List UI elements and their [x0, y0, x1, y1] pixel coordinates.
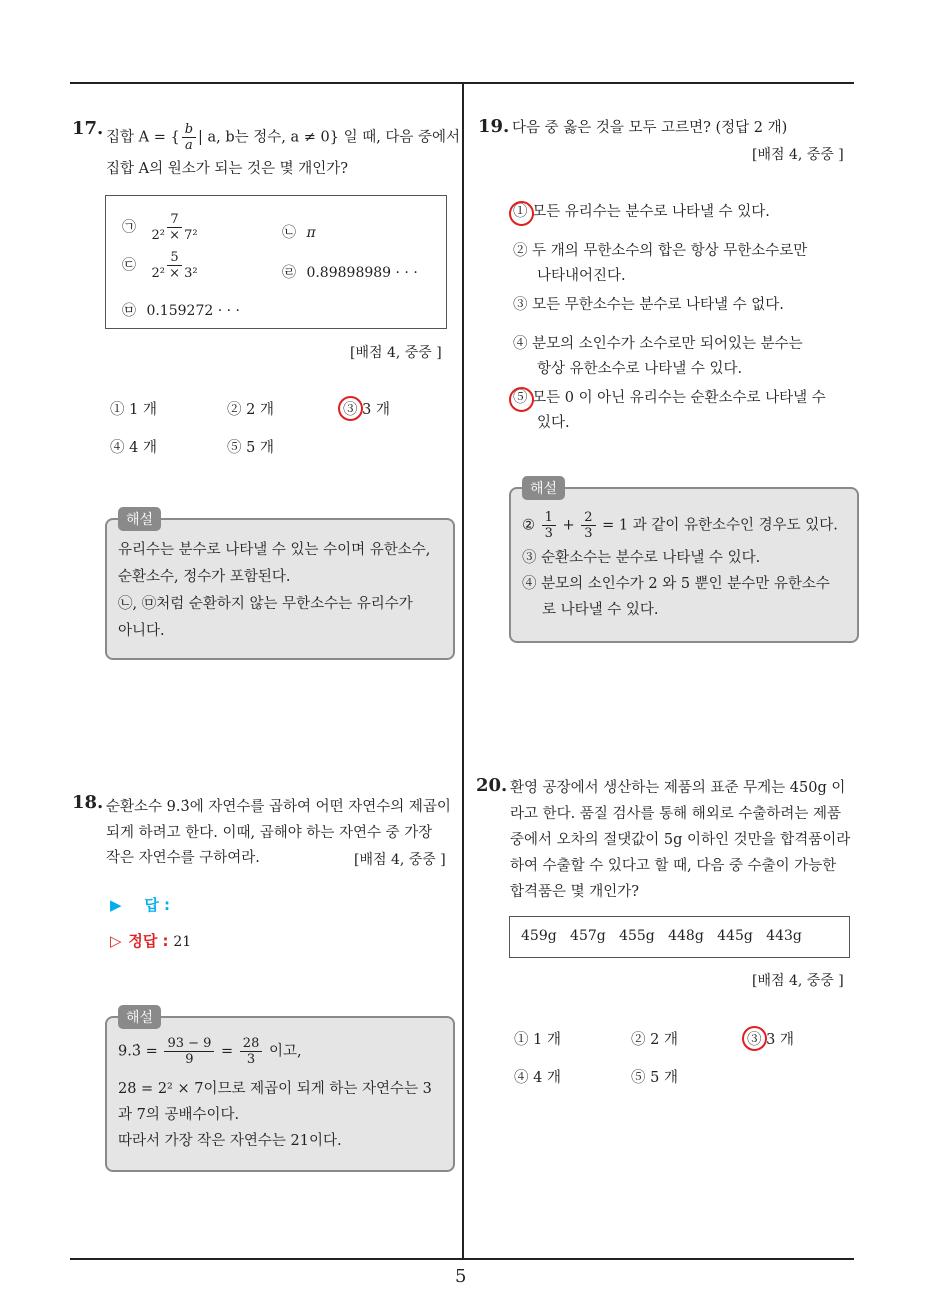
q17-explanation-line4: 아니다.	[118, 623, 165, 639]
q19-choice-4-cont: 항상 유한소수로 나타낼 수 있다.	[537, 361, 743, 377]
q18-explanation-tag: 해설	[118, 1005, 161, 1029]
q20-option-3[interactable]: ③ 3 개	[747, 1032, 794, 1048]
q19-explanation-tag: 해설	[522, 476, 565, 500]
q17-option-4[interactable]: ④ 4 개	[110, 440, 157, 456]
q19-explanation-line1: ② $\frac{1}{3}$ + $\frac{2}{3}$ = 1 과 같이 유한소수인 경우도 있다.	[522, 510, 838, 541]
q20-stem-line4: 하여 수출할 수 있다고 할 때, 다음 중 수출이 가능한	[510, 858, 837, 874]
q19-answer-circle-1	[509, 201, 534, 226]
q17-stem-part2: | a, b는 정수, a ≠ 0} 일 때, 다음 중에서	[198, 129, 461, 146]
q17-item-c: ㉢ $\frac{5}{\text{2² × 3²}}$	[122, 250, 203, 281]
q20-stem-line3: 중에서 오차의 절댓값이 5g 이하인 것만을 합격품이라	[510, 832, 851, 848]
q17-answer-circle	[338, 396, 363, 421]
q19-expl-fraction2: $\frac{2}{3}$	[581, 510, 595, 541]
page-number: 5	[455, 1266, 467, 1287]
q17-option-2[interactable]: ② 2 개	[227, 402, 274, 418]
q19-choice-5[interactable]: ⑤ 모든 0 이 아닌 유리수는 순환소수로 나타낼 수	[513, 390, 826, 406]
q17-item-a: ㉠ $\frac{7}{\text{2² × 7²}}$	[122, 212, 203, 243]
outline-play-icon: ▷	[110, 932, 122, 950]
q19-choice-1[interactable]: ① 모든 유리수는 분수로 나타낼 수 있다.	[513, 204, 770, 220]
q20-score: [배점 4, 중중 ]	[752, 973, 844, 989]
q19-explanation-line2: ③ 순환소수는 분수로 나타낼 수 있다.	[522, 550, 761, 566]
q18-correct-row	[110, 930, 191, 951]
q18-explanation-line3: 과 7의 공배수이다.	[118, 1107, 240, 1123]
q18-expl-fraction1: $\frac{93 - 9}{9}$	[164, 1036, 214, 1067]
q17-item-e: ㉤ 0.159272 · · ·	[122, 303, 240, 319]
q17-item-d: ㉣ 0.89898989 · · ·	[282, 265, 418, 281]
q17-stem-part1: 집합 A = {	[106, 129, 180, 146]
q19-choice-4[interactable]: ④ 분모의 소인수가 소수로만 되어있는 분수는	[513, 336, 803, 352]
column-divider	[462, 83, 464, 1258]
q17-option-5[interactable]: ⑤ 5 개	[227, 440, 274, 456]
q19-choice-2-cont: 나타내어진다.	[537, 268, 626, 284]
play-icon: ▶	[110, 896, 122, 914]
q19-score: [배점 4, 중중 ]	[752, 147, 844, 163]
q20-stem-line2: 라고 한다. 품질 검사를 통해 해외로 수출하려는 제품	[510, 806, 842, 822]
q17-stem-line2: 집합 A의 원소가 되는 것은 몇 개인가?	[106, 161, 348, 177]
q19-choice-2[interactable]: ② 두 개의 무한소수의 합은 항상 무한소수로만	[513, 243, 808, 259]
q17-option-3[interactable]: ③ 3 개	[343, 402, 390, 418]
q19-expl-fraction1: $\frac{1}{3}$	[542, 510, 556, 541]
q18-number: 18.	[72, 792, 104, 813]
q17-explanation-tag: 해설	[118, 507, 161, 531]
q17-explanation-line3: ㉡, ㉤처럼 순환하지 않는 무한소수는 유리수가	[118, 596, 413, 612]
q18-answer-row	[110, 894, 170, 915]
q18-explanation-line4: 따라서 가장 작은 자연수는 21이다.	[118, 1133, 342, 1149]
q20-option-4[interactable]: ④ 4 개	[514, 1070, 561, 1086]
q19-explanation-line3: ④ 분모의 소인수가 2 와 5 뿐인 분수만 유한소수	[522, 576, 830, 592]
q18-expl-fraction2: $\frac{28}{3}$	[240, 1036, 263, 1067]
q17-option-1[interactable]: ① 1 개	[110, 402, 157, 418]
q17-score: [배점 4, 중중 ]	[350, 345, 442, 361]
q19-choice-5-cont: 있다.	[537, 415, 570, 431]
q17-stem-fraction: $\frac{b}{a}$	[182, 122, 196, 153]
q20-number: 20.	[476, 775, 508, 796]
q19-choice-3[interactable]: ③ 모든 무한소수는 분수로 나타낼 수 없다.	[513, 297, 784, 313]
q20-answer-circle	[742, 1026, 767, 1051]
q18-stem-line2: 되게 하려고 한다. 이때, 곱해야 하는 자연수 중 가장	[106, 825, 433, 841]
bottom-rule	[70, 1258, 854, 1260]
q18-correct-label: 정답 :	[128, 932, 169, 950]
q17-item-c-fraction: $\frac{5}{\text{2² × 3²}}$	[151, 250, 198, 281]
q18-stem-line3: 작은 자연수를 구하여라.	[106, 850, 260, 866]
q18-stem-line1: 순환소수 9.3̇에 자연수를 곱하여 어떤 자연수의 제곱이	[106, 799, 451, 815]
q18-explanation-line2: 28 = 2² × 7이므로 제곱이 되게 하는 자연수는 3	[118, 1081, 432, 1097]
q18-score: [배점 4, 중중 ]	[354, 852, 446, 868]
q19-explanation-line4: 로 나타낼 수 있다.	[542, 602, 659, 618]
q17-number: 17.	[72, 118, 104, 139]
q17-item-b: ㉡ π	[282, 225, 316, 241]
q19-stem: 다음 중 옳은 것을 모두 고르면? (정답 2 개)	[512, 120, 788, 136]
q17-item-a-fraction: $\frac{7}{\text{2² × 7²}}$	[151, 212, 198, 243]
q20-stem-line5: 합격품은 몇 개인가?	[510, 884, 640, 900]
q20-weights: 459g 457g 455g 448g 445g 443g	[521, 928, 802, 944]
q18-explanation-line1: 9.3̇ = $\frac{93 - 9}{9}$ = $\frac{28}{3}$ 이고,	[118, 1036, 302, 1067]
q20-stem-line1: 환영 공장에서 생산하는 제품의 표준 무게는 450g 이	[510, 780, 846, 796]
q17-stem-line1	[106, 122, 460, 153]
q19-answer-circle-5	[509, 387, 534, 412]
q19-number: 19.	[478, 116, 510, 137]
q20-option-1[interactable]: ① 1 개	[514, 1032, 561, 1048]
q18-correct-value: 21	[173, 934, 192, 950]
q17-explanation-line2: 순환소수, 정수가 포함된다.	[118, 569, 291, 585]
q20-option-2[interactable]: ② 2 개	[631, 1032, 678, 1048]
q20-option-5[interactable]: ⑤ 5 개	[631, 1070, 678, 1086]
q18-answer-label: 답 :	[144, 896, 171, 914]
q17-explanation-line1: 유리수는 분수로 나타낼 수 있는 수이며 유한소수,	[118, 542, 431, 558]
